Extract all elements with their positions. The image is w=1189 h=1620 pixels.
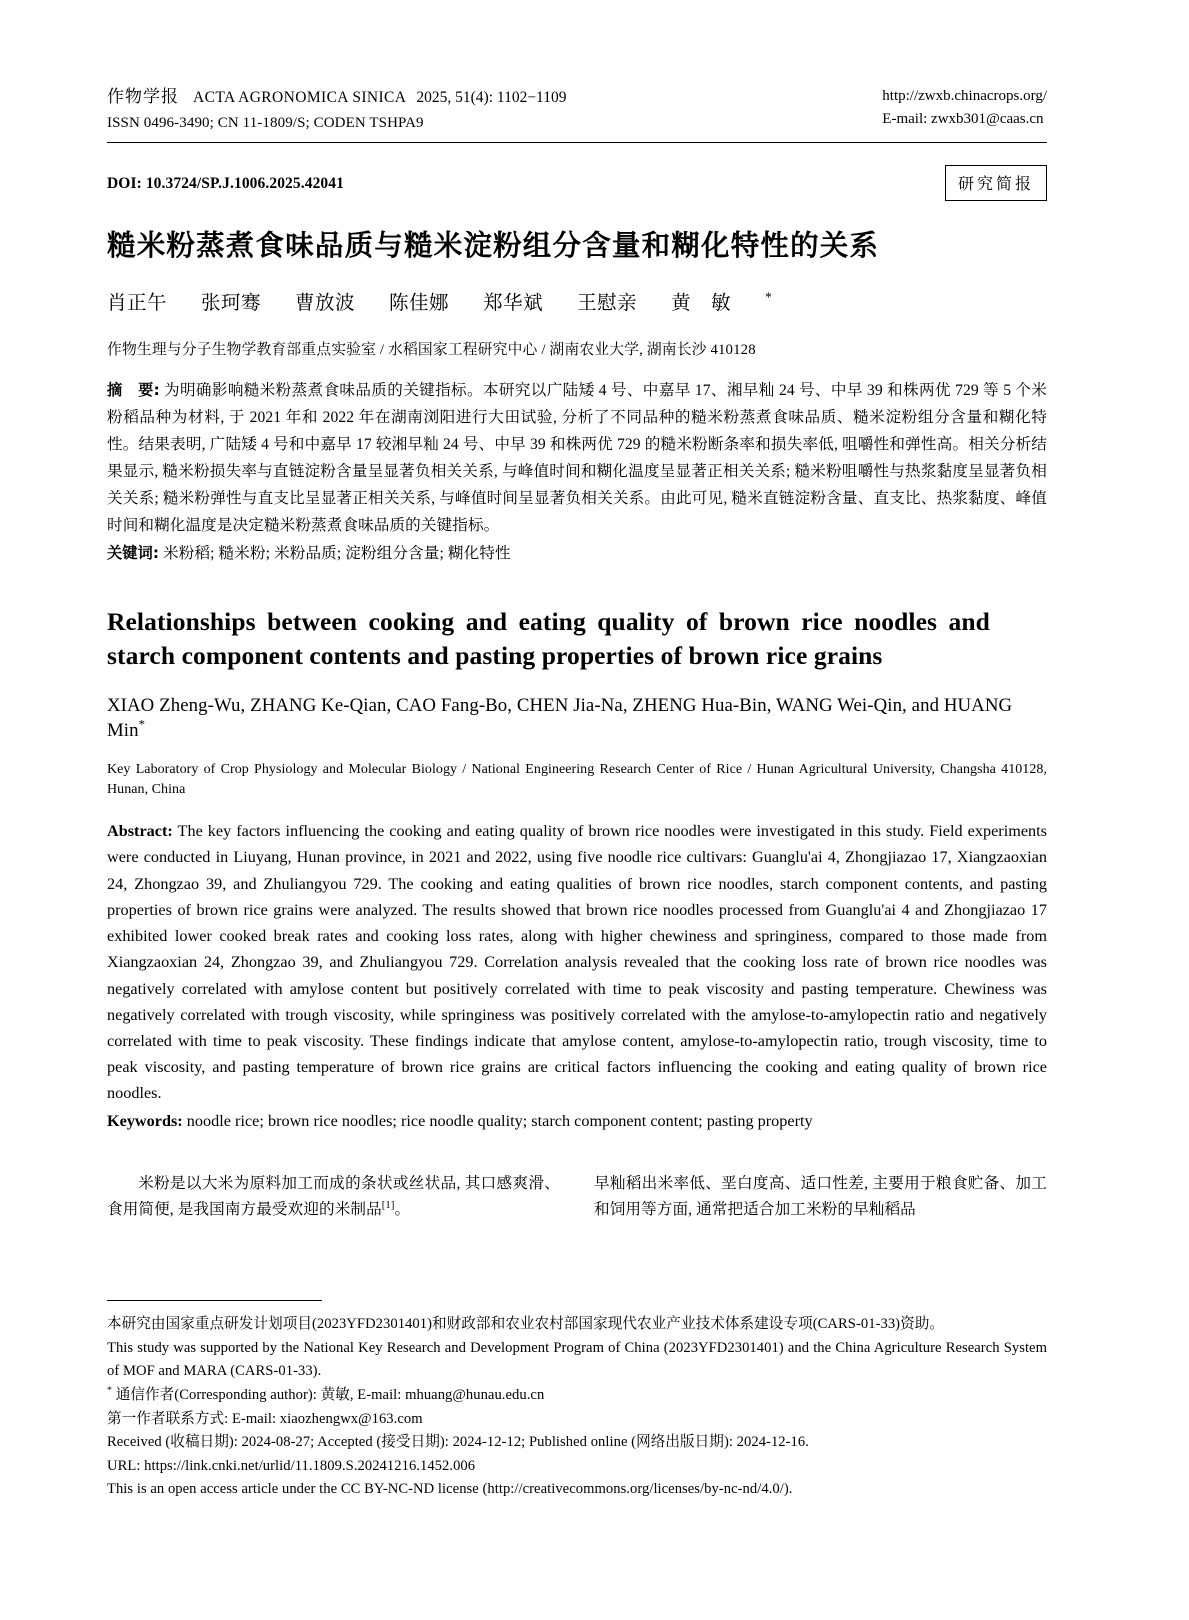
first-author-note[interactable]: 第一作者联系方式: E-mail: xiaozhengwx@163.com xyxy=(107,1410,423,1427)
authors-chinese xyxy=(107,290,1047,317)
doi-text[interactable]: DOI: 10.3724/SP.J.1006.2025.42041 xyxy=(107,174,344,192)
keywords-english xyxy=(107,1109,1047,1135)
keywords-body-chinese: 米粉稻; 糙米粉; 米粉品质; 淀粉组分含量; 糊化特性 xyxy=(163,544,511,562)
publication-dates-note: Received (收稿日期): 2024-08-27; Accepted (接受日期): 2024-12-12; Published online (网络出版日期): 2024-12-16. xyxy=(107,1434,809,1451)
funding-note-chinese: 本研究由国家重点研发计划项目(2023YFD2301401)和财政部和农业农村部国家现代农业产业技术体系建设专项(CARS-01-33)资助。 xyxy=(107,1316,945,1332)
page-content xyxy=(107,84,1047,1224)
journal-masthead xyxy=(107,84,1047,136)
corresponding-author-text[interactable]: 通信作者(Corresponding author): 黄敏, E-mail: mhuang@hunau.edu.cn xyxy=(115,1386,545,1403)
author-chinese-corresponding: 黄 敏 xyxy=(671,292,732,314)
abstract-body-english: The key factors influencing the cooking and eating quality of brown rice noodles were investigated in this study. Field experiments were conducted in Liuyang, Hunan province, in 2021 and 2022, using five noodle rice cultivars: Guanglu'ai 4, Zhongjiazao 17, Xiangzaoxian 24, Zhongzao 39, and Zhuliangyou 729. The cooking and eating qualities of brown rice noodles, starch component contents, and pasting properties of brown rice grains were analyzed. The results showed that brown rice noodles processed from Guanglu'ai 4 and Zhongjiazao 17 exhibited lower cooked break rates and cooking loss rates, along with higher chewiness and springiness, compared to those made from Xiangzaoxian 24, Zhongzao 39, and Zhuliangyou 729. Correlation analysis revealed that the cooking loss rate of brown rice noodles was negatively correlated with amylose content but positively correlated with time to peak viscosity and pasting temperature. Chewiness was negatively correlated with trough viscosity, while springiness was positively correlated with the amylose-to-amylopectin ratio and negatively correlated with time to peak viscosity. These findings indicate that amylose content, amylose-to-amylopectin ratio, trough viscosity, time to peak viscosity, and pasting temperature of brown rice grains are critical factors influencing the cooking and eating quality of brown rice noodles. xyxy=(107,822,1047,1103)
authors-english xyxy=(107,693,1047,744)
abstract-chinese xyxy=(107,377,1047,540)
footnotes-section xyxy=(107,1300,1047,1502)
authors-english-list: XIAO Zheng-Wu, ZHANG Ke-Qian, CAO Fang-Bo, CHEN Jia-Na, ZHENG Hua-Bin, WANG Wei-Qin, and HUANG Min xyxy=(107,694,1013,742)
keywords-chinese xyxy=(107,541,1047,568)
body-column-right xyxy=(594,1171,1047,1225)
journal-website-link[interactable]: http://zwxb.chinacrops.org/ xyxy=(882,88,1047,104)
author-chinese: 陈佳娜 xyxy=(389,292,450,314)
keywords-label-chinese: 关键词: xyxy=(107,543,160,562)
issn-line: ISSN 0496-3490; CN 11-1809/S; CODEN TSHPA9 xyxy=(107,115,424,132)
masthead-left xyxy=(107,84,567,136)
body-paragraph-right: 早籼稻出米率低、垩白度高、适口性差, 主要用于粮食贮备、加工和饲用等方面, 通常把适合加工米粉的早籼稻品 xyxy=(594,1174,1047,1219)
keywords-label-english: Keywords: xyxy=(107,1111,183,1130)
abstract-label-english: Abstract: xyxy=(107,822,173,841)
keywords-body-english: noodle rice; brown rice noodles; rice noodle quality; starch component content; pasting property xyxy=(186,1111,813,1130)
journal-email-link[interactable]: E-mail: zwxb301@caas.cn xyxy=(882,111,1044,128)
body-text-left: 米粉是以大米为原料加工而成的条状或丝状品, 其口感爽滑、食用简便, 是我国南方最受欢迎的米制品 xyxy=(107,1174,560,1219)
author-chinese: 肖正午 xyxy=(107,292,168,314)
title-english-line-2: starch component contents and pasting properties of brown rice grains xyxy=(107,641,883,671)
corresponding-author-mark: * xyxy=(107,1385,113,1397)
affiliation-chinese: 作物生理与分子生物学教育部重点实验室 / 水稻国家工程研究中心 / 湖南农业大学, 湖南长沙 410128 xyxy=(107,341,756,358)
abstract-english xyxy=(107,818,1047,1107)
doi-row xyxy=(107,165,1047,201)
issue-citation: 2025, 51(4): 1102−1109 xyxy=(416,89,567,106)
corresponding-author-mark: * xyxy=(765,289,773,305)
title-english-line-1: Relationships between cooking and eating quality of brown rice noodles and xyxy=(107,607,990,637)
funding-note-english: This study was supported by the National Key Research and Development Program of China (2023YFD2301401) and the China Agriculture Research System of MOF and MARA (CARS-01-33). xyxy=(107,1339,1047,1380)
corresponding-author-note xyxy=(107,1384,1047,1408)
abstract-body-chinese: 为明确影响糙米粉蒸煮食味品质的关键指标。本研究以广陆矮 4 号、中嘉早 17、湘早籼 24 号、中早 39 和株两优 729 等 5 个米粉稻品种为材料, 于 2021 年和 2022 年在湖南浏阳进行大田试验, 分析了不同品种的糙米粉蒸煮食味品质、糙米淀粉组分含量和糊化特性。结果表明, 广陆矮 4 号和中嘉早 17 较湘早籼 24 号、中早 39 和株两优 729 的糙米粉断条率和损失率低, 咀嚼性和弹性高。相关分析结果显示, 糙米粉损失率与直链淀粉含量呈显著负相关关系, 与峰值时间和糊化温度呈显著正相关关系; 糙米粉咀嚼性与热浆黏度呈显著负相关关系; 糙米粉弹性与直支比呈显著正相关关系, 与峰值时间呈显著负相关关系。由此可见, 糙米直链淀粉含量、直支比、热浆黏度、峰值时间和糊化温度是决定糙米粉蒸煮食味品质的关键指标。 xyxy=(107,382,1048,534)
affiliation-english: Key Laboratory of Crop Physiology and Molecular Biology / National Engineering Research Center of Rice / Hunan Agricultural University, Changsha 410128, Hunan, China xyxy=(107,761,1047,797)
masthead-divider xyxy=(107,142,1047,143)
body-text-left-tail: 。 xyxy=(394,1201,411,1219)
author-chinese: 郑华斌 xyxy=(483,292,544,314)
journal-name-english: ACTA AGRONOMICA SINICA xyxy=(193,89,407,106)
page-title-english xyxy=(107,605,1047,672)
citation-reference[interactable]: [1] xyxy=(381,1200,395,1212)
abstract-label-chinese: 摘 要: xyxy=(107,381,160,400)
page-title-chinese: 糙米粉蒸煮食味品质与糙米淀粉组分含量和糊化特性的关系 xyxy=(107,228,880,262)
author-chinese: 王慰亲 xyxy=(577,292,638,314)
masthead-title-row xyxy=(107,84,567,110)
author-chinese: 曹放波 xyxy=(295,292,356,314)
article-url-note[interactable]: URL: https://link.cnki.net/urlid/11.1809.S.20241216.1452.006 xyxy=(107,1457,476,1474)
body-columns xyxy=(107,1171,1047,1225)
corresponding-author-mark: * xyxy=(138,717,146,732)
article-type-badge: 研究简报 xyxy=(945,165,1047,201)
license-note[interactable]: This is an open access article under the CC BY-NC-ND license (http://creativecommons.org/licenses/by-nc-nd/4.0/). xyxy=(107,1481,793,1498)
body-column-left xyxy=(107,1171,560,1225)
journal-name-chinese: 作物学报 xyxy=(107,87,179,107)
body-paragraph-left xyxy=(107,1171,560,1225)
author-chinese: 张珂骞 xyxy=(201,292,262,314)
footnote-divider xyxy=(107,1300,322,1301)
masthead-right xyxy=(882,84,1047,132)
